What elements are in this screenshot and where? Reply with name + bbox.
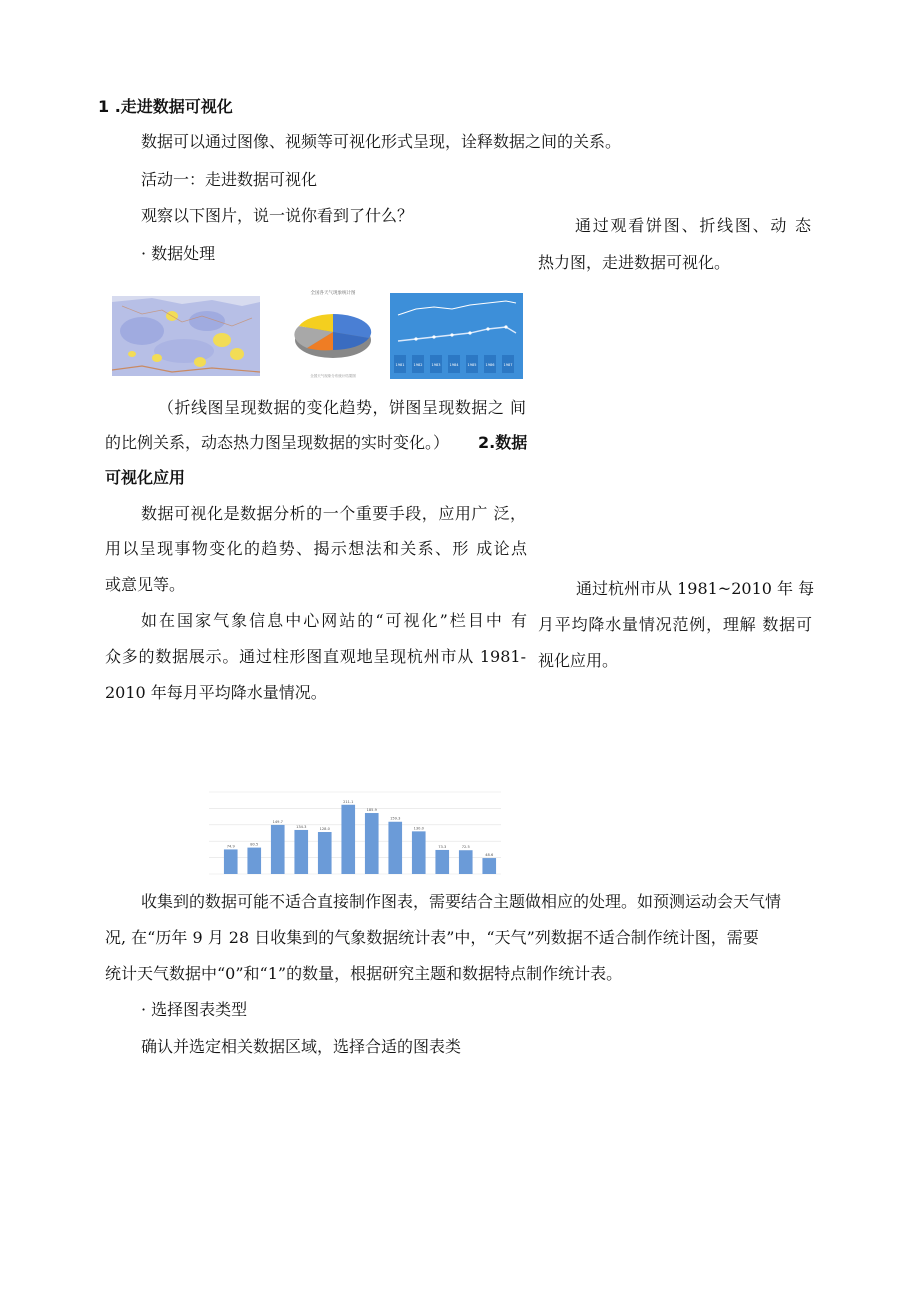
- chart-data-label: 185.9: [366, 808, 377, 813]
- chart-data-label: 72.5: [461, 845, 470, 850]
- chart-bar-11月: [459, 850, 473, 874]
- chart-data-label: 74.9: [226, 844, 235, 849]
- line-thumb-label: 1983: [431, 363, 441, 367]
- section-1-heading: 1 .走进数据可视化: [98, 97, 233, 116]
- chart-bar-8月: [388, 822, 402, 874]
- chart-bar-12月: [482, 858, 496, 874]
- side-note-2-line-2: 月平均降水量情况范例，理解 数据可: [538, 615, 812, 634]
- chart-bar-3月: [271, 825, 285, 874]
- chart-bar-7月: [365, 813, 379, 874]
- heat-map-thumbnail: [112, 296, 260, 376]
- side-note-2-line-3: 视化应用。: [538, 651, 619, 670]
- activity-title: 活动一：走进数据可视化: [141, 170, 318, 189]
- prompt-text: 观察以下图片，说一说你看到了什么？: [141, 206, 414, 225]
- chart-bar-10月: [435, 850, 449, 874]
- side-note-1-line-1: 通过观看饼图、折线图、动 态: [575, 216, 811, 235]
- chart-bar-4月: [294, 830, 308, 874]
- section-2-heading-prefix: 2.数据: [478, 433, 528, 452]
- chart-data-label: 73.3: [438, 844, 447, 849]
- line-thumb-label: 1987: [503, 363, 513, 367]
- line-thumb-label: 1984: [449, 363, 459, 367]
- chart-data-label: 159.3: [390, 816, 401, 821]
- side-note-1-line-2: 热力图，走进数据可视化。: [538, 253, 731, 272]
- line-thumb-label: 1985: [467, 363, 477, 367]
- intro-text: 数据可以通过图像、视频等可视化形式呈现，诠释数据之间的关系。: [141, 132, 622, 151]
- precipitation-bar-chart: [205, 788, 505, 878]
- side-note-2-line-1: 通过杭州市从 1981~2010 年 每: [576, 579, 815, 598]
- para2-line-3: 2010 年每月平均降水量情况。: [105, 683, 327, 702]
- para3-line-1: 收集到的数据可能不适合直接制作图表，需要结合主题做相应的处理。如预测运动会天气情: [141, 892, 782, 911]
- chart-bar-1月: [224, 849, 238, 874]
- pie-thumb-footer: 全国天气现象分布统计结果图: [310, 374, 356, 378]
- final-line: 确认并选定相关数据区域，选择合适的图表类: [141, 1037, 462, 1056]
- chart-bar-2月: [247, 848, 261, 874]
- chart-data-label: 130.0: [413, 826, 424, 831]
- chart-data-label: 128.0: [319, 827, 330, 832]
- line-thumb-label: 1981: [395, 363, 405, 367]
- chart-data-label: 80.5: [250, 842, 259, 847]
- line-thumb-label: 1982: [413, 363, 423, 367]
- chart-data-label: 134.3: [296, 824, 307, 829]
- para3-line-2: 况, 在“历年 9 月 28 日收集到的气象数据统计表”中，“天气”列数据不适合制作统计图，需要: [105, 928, 759, 947]
- para1-line-2: 用以呈现事物变化的趋势、揭示想法和关系、形 成论点: [105, 539, 527, 558]
- chart-bar-5月: [318, 832, 332, 874]
- chart-data-label: 149.7: [272, 819, 283, 824]
- chart-bar-6月: [341, 805, 355, 874]
- pie-thumb-title: 全国各天气现象统计图: [310, 291, 356, 296]
- caption-line-2: 的比例关系，动态热力图呈现数据的实时变化。）: [105, 433, 450, 452]
- chart-data-label: 211.1: [343, 799, 354, 804]
- chart-data-label: 48.6: [485, 853, 494, 858]
- section-2-heading-suffix: 可视化应用: [105, 468, 186, 487]
- chart-bar-9月: [412, 831, 426, 874]
- para1-line-1: 数据可视化是数据分析的一个重要手段，应用广 泛，: [141, 504, 526, 523]
- para2-line-2: 众多的数据展示。通过柱形图直观地呈现杭州市从 1981-: [105, 647, 526, 666]
- bullet-data-processing: · 数据处理: [141, 244, 216, 263]
- line-chart-thumbnail: [390, 293, 523, 379]
- bullet-chart-type: · 选择图表类型: [141, 1000, 248, 1019]
- para2-line-1: 如在国家气象信息中心网站的“可视化”栏目中 有: [141, 611, 527, 630]
- caption-line-1: （折线图呈现数据的变化趋势，饼图呈现数据之 间: [158, 398, 526, 417]
- para3-line-3: 统计天气数据中“0”和“1”的数量，根据研究主题和数据特点制作统计表。: [105, 964, 623, 983]
- para1-line-3: 或意见等。: [105, 575, 186, 594]
- pie-chart-thumbnail: [285, 288, 381, 380]
- line-thumb-label: 1986: [485, 363, 495, 367]
